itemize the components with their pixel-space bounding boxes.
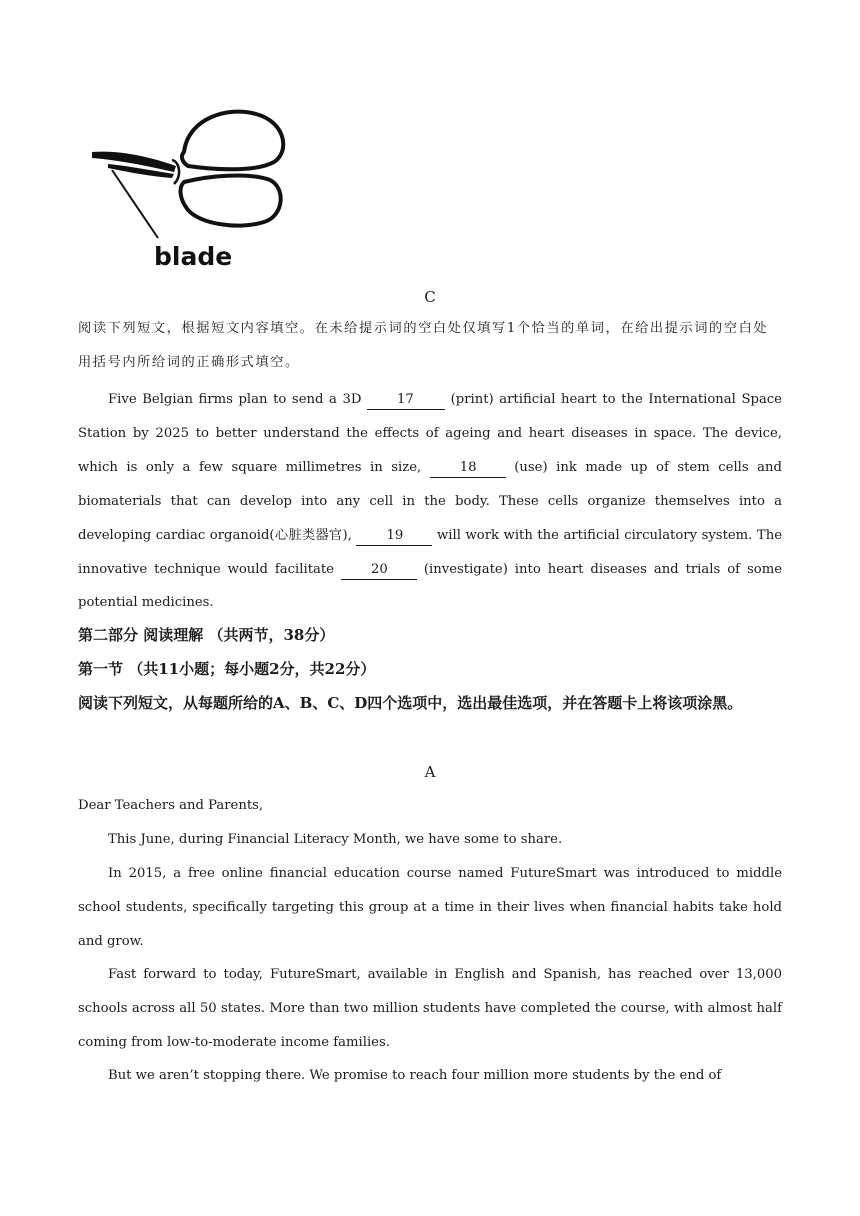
- letter-paragraph-3: Fast forward to today, FutureSmart, available in English and Spanish, has reached over 13,000 schools across all 50 states. More than two million students have completed the course, with almost half coming from low-to-moderate income families.: [78, 967, 782, 1050]
- part-two-heading: 第二部分 阅读理解 （共两节，38分）: [78, 626, 335, 644]
- section-heading-c: C: [424, 288, 436, 306]
- passage-text: Five Belgian firms plan to send a 3D: [108, 392, 362, 407]
- passage-text: will work with the artificial circulatory system. The innovative technique would facilitate: [78, 527, 783, 577]
- section-c-instructions: 阅读下列短文，根据短文内容填空。在未给提示词的空白处仅填写1个恰当的单词，在给出提示词的空白处用括号内所给词的正确形式填空。: [78, 321, 769, 370]
- section-heading-a: A: [424, 763, 436, 781]
- blank-20[interactable]: 20: [341, 561, 417, 580]
- scissors-figure: [88, 100, 303, 280]
- passage-text: (investigate) into heart diseases and trials of some potential medicines.: [78, 561, 782, 611]
- letter-salutation: Dear Teachers and Parents,: [78, 798, 264, 813]
- passage-text: (print) artificial heart to the International Space Station by 2025 to better understand the effects of ageing and heart diseases in space. The device, which is only a few square millimetres in size,: [78, 392, 782, 475]
- passage-text: (use) ink made up of stem cells and biomaterials that can develop into any cell in the body. These cells organize themselves into a developing cardiac organoid(心脏类器官),: [78, 459, 782, 543]
- section-one-heading: 第一节 （共11小题；每小题2分，共22分）: [78, 660, 376, 678]
- letter-paragraph-1: This June, during Financial Literacy Month, we have some to share.: [108, 832, 563, 847]
- letter-paragraph-4: But we aren’t stopping there. We promise to reach four million more students by the end of: [108, 1068, 722, 1083]
- blank-19[interactable]: 19: [356, 527, 432, 546]
- figure-label-blade: blade: [154, 242, 233, 271]
- section-c-passage: [78, 383, 782, 620]
- letter-paragraph-2: In 2015, a free online financial education course named FutureSmart was introduced to middle school students, specifically targeting this group at a time in their lives when financial habits take hold and grow.: [78, 866, 782, 949]
- blank-18[interactable]: 18: [430, 459, 506, 478]
- part-two-instructions: 阅读下列短文，从每题所给的A、B、C、D四个选项中，选出最佳选项，并在答题卡上将该项涂黑。: [78, 694, 743, 712]
- blank-17[interactable]: 17: [367, 391, 445, 410]
